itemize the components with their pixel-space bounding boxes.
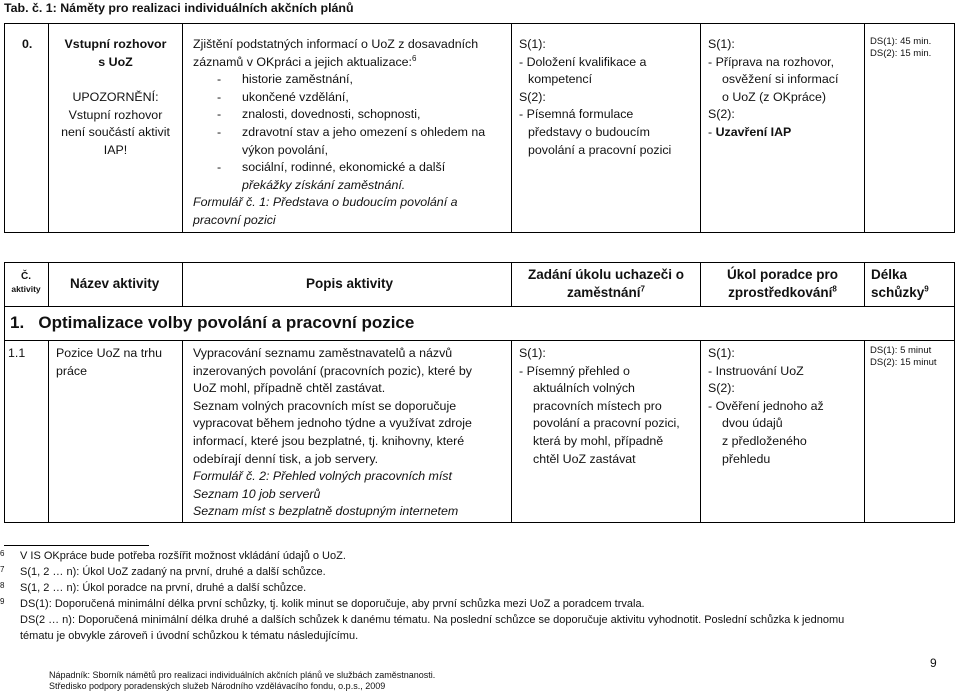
header-description: Popis aktivity (306, 276, 394, 291)
activity-description: Zjištění podstatných informací o UoZ z dosavadních záznamů v OKpráci a jejich aktualizace:$^6$ - historie zaměstnání, - ukončené vzdělání, - znalosti, dovednosti, schopnosti, - zdravotní stav a jeho omezení s ohledem na výkon povolání, - sociální, rodinné, ekonomické a další překážky získání zaměstnání. Formulář č. 1: Představa o budoucím povolání a pracovní pozici (193, 36, 509, 230)
page-footer: Nápadník: Sborník námětů pro realizaci individuálních akčních plánů ve službách zaměstnanosti. Středisko podpory poradenských služeb Národního vzdělávacího fondu, o.p.s., 2009 (49, 670, 436, 691)
activity-description: Vypracování seznamu zaměstnavatelů a názvů inzerovaných povolání (pracovních pozic), které by UoZ mohl, případně chtěl zastávat. Seznam volných pracovních míst se doporučuje vypracovat během jednoho týdne a využívat zdroje informací, které jsou bezplatné, tj. knihovny, které odebírají denní tisk, a job servery. Formulář č. 2: Přehled volných pracovních míst Seznam 10 job serverů Seznam míst s bezplatně dostupným internetem (193, 346, 472, 519)
task-for-applicant: S(1): - Doložení kvalifikace a kompetencí S(2): - Písemná formulace představy o budoucím povolání a pracovní pozici (519, 37, 672, 157)
footnote: 6 V IS OKpráce bude potřeba rozšířit možnost vkládání údajů o UoZ. (0, 549, 346, 562)
footnote-separator (4, 545, 149, 546)
header-duration: Délka schůzky$^9$ (871, 267, 929, 300)
row-number: 0. (22, 37, 33, 51)
activity-name: Pozice UoZ na trhu práce (56, 346, 163, 378)
activity-name: Vstupní rozhovor s UoZ (64, 37, 167, 69)
footnote: 7 S(1, 2 … n): Úkol UoZ zadaný na první, druhé a další schůzce. (0, 565, 326, 578)
page-title: Tab. č. 1: Náměty pro realizaci individuálních akčních plánů (4, 1, 354, 15)
list-item: - znalosti, dovednosti, schopnosti, (217, 107, 421, 122)
task-for-applicant: S(1): - Písemný přehled o aktuálních volných pracovních místech pro povolání a pracovní pozici, která by mohl, případně chtěl UoZ zastávat (519, 346, 680, 466)
page-number: 9 (930, 656, 937, 670)
header-number: Č. aktivity (11, 271, 41, 294)
advisor-task: S(1): - Příprava na rozhovor, osvěžení si informací o UoZ (z OKpráce) S(2): - Uzavření IAP (708, 37, 839, 139)
row-number: 1.1 (8, 346, 26, 360)
list-item: - ukončené vzdělání, (217, 89, 349, 104)
footnote: DS(2 … n): Doporučená minimální délka druhé a dalších schůzek k danému tématu. Na poslední schůzce se doporučuje aktivitu vyhodnotit. Poslední schůzka k jednomu (20, 614, 845, 626)
footnote: 9 DS(1): Doporučená minimální délka první schůzky, tj. kolik minut se doporučuje, aby první schůzka mezi UoZ a poradcem trvala. (0, 597, 645, 610)
advisor-task: S(1): - Instruování UoZ S(2): - Ověření jednoho až dvou údajů z předloženého přehledu (708, 346, 824, 466)
section-title: 1. Optimalizace volby povolání a pracovní pozice (10, 313, 415, 332)
footnote: tématu je obvykle zároveň i úvodní schůzkou k tématu následujícímu. (20, 630, 359, 642)
list-item: - historie zaměstnání, (217, 72, 353, 87)
header-name: Název aktivity (70, 276, 160, 291)
form-reference: Formulář č. 1: Představa o budoucím povolání a pracovní pozici (193, 195, 458, 227)
warning-note: UPOZORNĚNÍ: Vstupní rozhovor není součástí aktivit IAP! (61, 90, 170, 157)
list-item: - zdravotní stav a jeho omezení s ohledem na výkon povolání, (217, 124, 486, 157)
meeting-duration: DS(1): 45 min. DS(2): 15 min. (870, 36, 932, 59)
footnote: 8 S(1, 2 … n): Úkol poradce na první, druhé a další schůzce. (0, 581, 307, 594)
footnotes (0, 550, 955, 646)
meeting-duration: DS(1): 5 minut DS(2): 15 minut (870, 345, 937, 368)
header-task: Zadání úkolu uchazeči o zaměstnání$^7$ (527, 267, 685, 300)
list-item: - sociální, rodinné, ekonomické a další překážky získání zaměstnání. (217, 160, 446, 192)
header-advisor: Úkol poradce pro zprostředkování$^8$ (726, 267, 839, 300)
